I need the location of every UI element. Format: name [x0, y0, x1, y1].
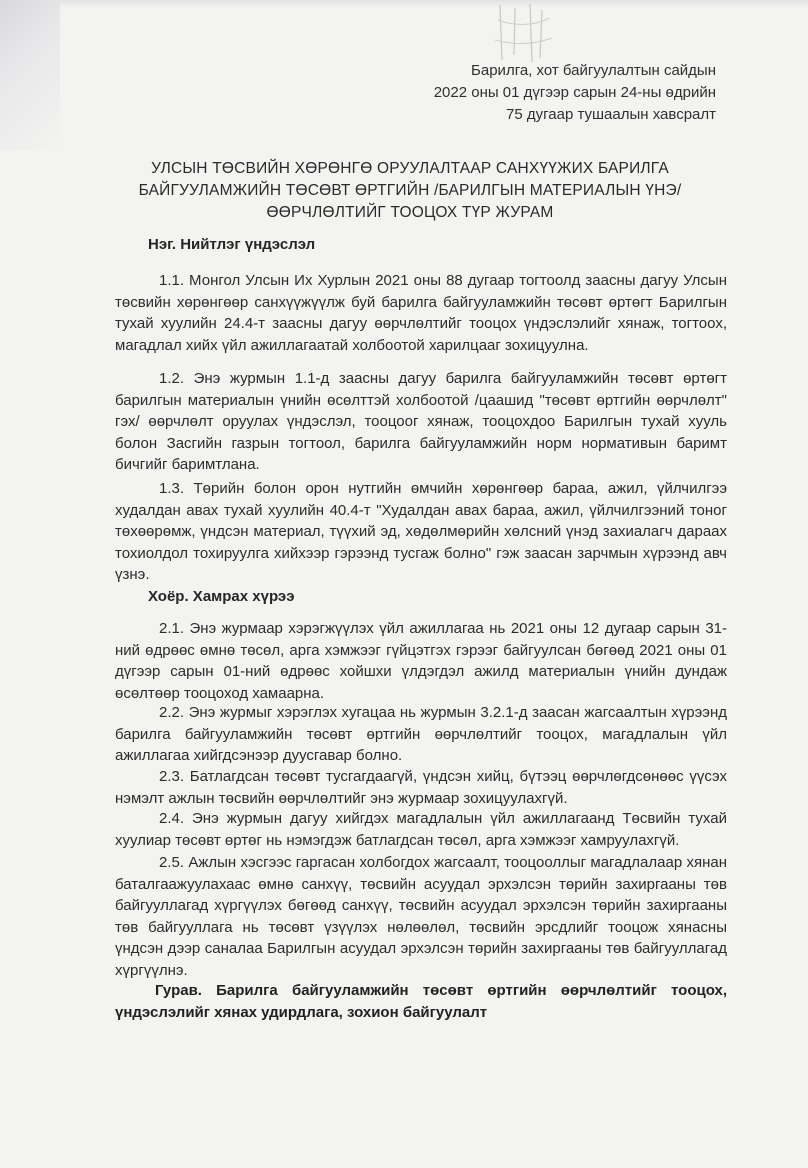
- title-line-1: УЛСЫН ТӨСВИЙН ХӨРӨНГӨ ОРУУЛАЛТААР САНХҮҮЖИХ БАРИЛГА: [151, 160, 669, 177]
- paragraph-1-1: 1.1. Монгол Улсын Их Хурлын 2021 оны 88 дугаар тогтоолд заасны дагуу Улсын төсвийн хөрөнгөөр санхүүжүүлж буй барилга байгууламжийн төсөвт өртөгт Барилгын тухай хуулийн 24.4-т заасны дагуу өөрчлөлтийг тооцох үндэслэлийг хянаж, тогтоох, магадлал хийх үйл ажиллагаатай холбоотой харилцааг зохицуулна.: [115, 272, 727, 354]
- annex-line-3: 75 дугаар тушаалын хавсралт: [506, 106, 716, 123]
- title-line-3: ӨӨРЧЛӨЛТИЙГ ТООЦОХ ТҮР ЖУРАМ: [266, 204, 554, 221]
- annex-reference: [386, 60, 716, 126]
- paragraph-2-2: 2.2. Энэ журмыг хэрэглэх хугацаа нь журмын 3.2.1-д заасан жагсаалтын хүрээнд барилга байгууламжийн төсөвт өртгийн өөрчлөлтийг тооцох, магадлалын үйл ажиллагаа хийгдсэнээр дуусгавар болно.: [115, 704, 727, 765]
- paragraph-2-5: 2.5. Ажлын хэсгээс гаргасан холбогдох жагсаалт, тооцооллыг магадлалаар хянан баталгаажуулахаас өмнө санхүү, төсвийн асуудал эрхэлсэн төрийн захиргааны төв байгууллагад хүргүүлэх бөгөөд санхүү, төсвийн асуудал эрхэлсэн төрийн захиргааны төв байгууллага нь төсөвт үзүүлэх нөлөөлөл, төсвийн эрсдлийг тооцож хянасны үндсэн дээр саналаа Барилгын асуудал эрхэлсэн төрийн захиргааны төв байгууллагад хүргүүлнэ.: [115, 854, 727, 979]
- title-line-2: БАЙГУУЛАМЖИЙН ТӨСӨВТ ӨРТГИЙН /БАРИЛГЫН МАТЕРИАЛЫН ҮНЭ/: [138, 182, 682, 199]
- paragraph-2-3: 2.3. Батлагдсан төсөвт тусгагдаагүй, үндсэн хийц, бүтээц өөрчлөгдсөнөөс үүсэх нэмэлт ажлын төсвийн өөрчлөлтийг энэ журмаар зохицуулахгүй.: [115, 768, 727, 807]
- document-title: [100, 158, 720, 224]
- paragraph-2-1: 2.1. Энэ журмаар хэрэгжүүлэх үйл ажиллагаа нь 2021 оны 12 дугаар сарын 31-ний өдрөөс өмнө төсөл, арга хэмжээг гүйцэтгэх гэрээг байгуулсан бөгөөд 2021 оны 01 дүгээр сарын 01-ний өдрөөс хойшхи үлдэгдэл ажилд материалын үнийн дундаж өсөлтөөр тооцоход хамаарна.: [115, 620, 727, 702]
- page-corner-shadow: [0, 0, 60, 150]
- annex-line-2: 2022 оны 01 дүгээр сарын 24-ны өдрийн: [433, 84, 716, 101]
- paragraph-1-3: 1.3. Төрийн болон орон нутгийн өмчийн хөрөнгөөр бараа, ажил, үйлчилгээ худалдан авах тухай хуулийн 40.4-т "Худалдан авах бараа, ажил, үйлчилгээний тоног төхөөрөмж, үндсэн материал, түүхий эд, хөдөлмөрийн хөлсний үнэд захиалагч дараах тохиолдол тохируулга хийхээр гэрээнд тусгаж болно" гэж заасан зарчмын хүрээнд авч үзнэ.: [115, 480, 727, 584]
- section-1-heading: Нэг. Нийтлэг үндэслэл: [148, 236, 316, 253]
- page-fold-shadow: [0, 0, 808, 8]
- paragraph-1-2: 1.2. Энэ журмын 1.1-д заасны дагуу барилга байгууламжийн төсөвт өртөгт барилгын материалын үнийн өсөлттэй холбоотой /цаашид "төсөвт өртгийн өөрчлөлт" гэх/ өөрчлөлт оруулах үндэслэл, тооцоог хянаж, тооцохдоо Барилгын тухай хууль болон Засгийн газрын тогтоол, барилга байгууламжийн норм нормативын баримт бичгийг баримтлана.: [115, 370, 727, 474]
- paragraph-2-4: 2.4. Энэ журмын дагуу хийгдэх магадлалын үйл ажиллагаанд Төсвийн тухай хуулиар төсөвт өртөг нь нэмэгдэж батлагдсан төсөл, арга хэмжээг хамруулахгүй.: [115, 810, 727, 849]
- section-2-heading: Хоёр. Хамрах хүрээ: [148, 588, 295, 605]
- section-3-heading: Гурав. Барилга байгууламжийн төсөвт өртгийн өөрчлөлтийг тооцох, үндэслэлийг хянах удирдлага, зохион байгуулалт: [115, 982, 727, 1021]
- annex-line-1: Барилга, хот байгуулалтын сайдын: [471, 62, 716, 79]
